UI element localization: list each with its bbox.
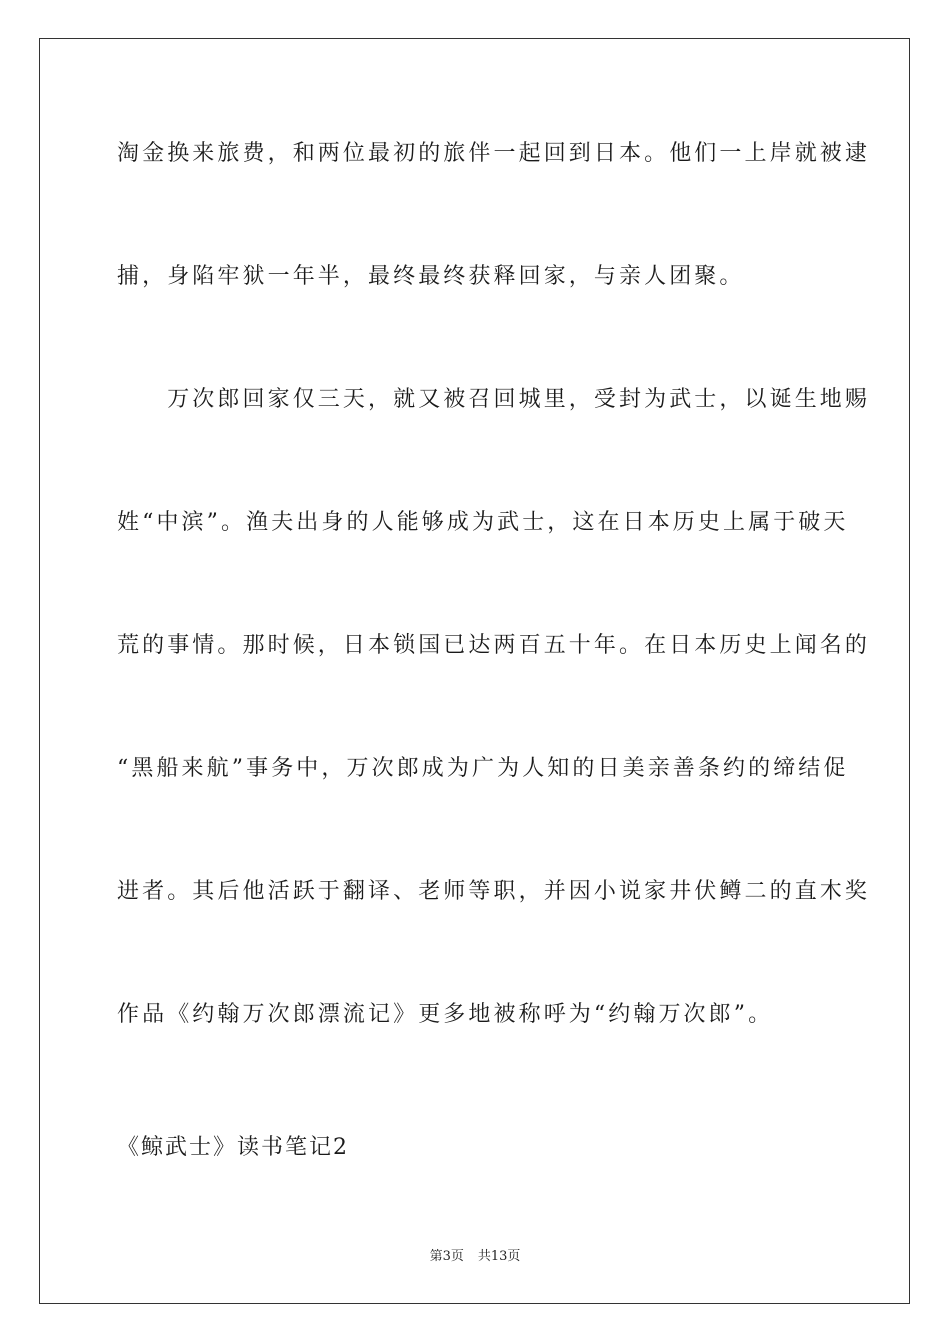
body-text-line: 万次郎回家仅三天，就又被召回城里，受封为武士，以诞生地赐 (117, 387, 871, 412)
body-text-line: 捕，身陷牢狱一年半，最终最终获释回家，与亲人团聚。 (117, 264, 745, 289)
body-text-line: “黑船来航”事务中，万次郎成为广为人知的日美亲善条约的缔结促 (117, 756, 849, 781)
page-border (39, 38, 910, 1304)
section-heading: 《鲸武士》读书笔记2 (117, 1135, 349, 1160)
body-text-line: 荒的事情。那时候，日本锁国已达两百五十年。在日本历史上闻名的 (117, 633, 871, 658)
page-footer (0, 1248, 950, 1266)
page-total: 共13页 (477, 1249, 521, 1264)
body-text-line: 作品《约翰万次郎漂流记》更多地被称呼为“约翰万次郎”。 (117, 1002, 774, 1027)
body-text-line: 淘金换来旅费，和两位最初的旅伴一起回到日本。他们一上岸就被逮 (117, 141, 871, 166)
body-text-line: 进者。其后他活跃于翻译、老师等职，并因小说家井伏鳟二的直木奖 (117, 879, 871, 904)
page-number: 第3页 (429, 1249, 464, 1264)
body-text-line: 姓“中滨”。渔夫出身的人能够成为武士，这在日本历史上属于破天 (117, 510, 849, 535)
